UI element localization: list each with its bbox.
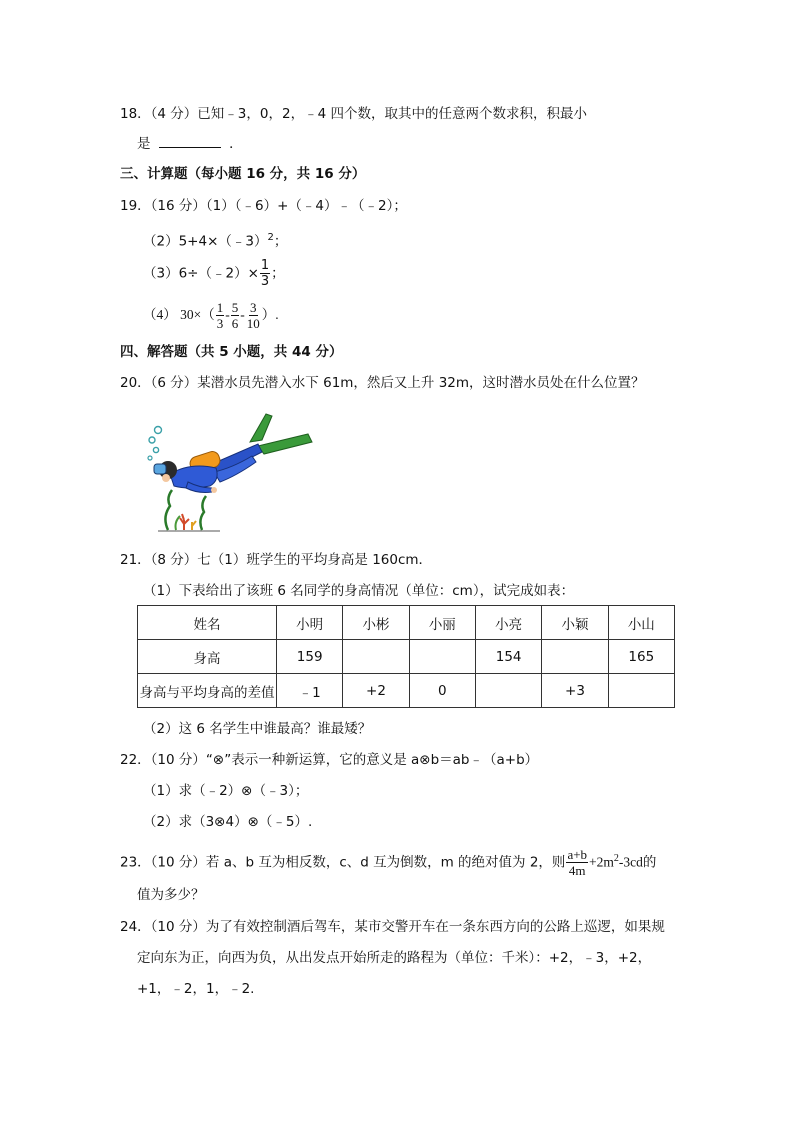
fraction-1 (216, 300, 225, 331)
fraction-numerator: 3 (250, 300, 257, 316)
q19-part4-end: ）. (261, 307, 279, 322)
q23-expr-b: -3cd的 (618, 854, 657, 870)
q18-line1: 18．（4 分）已知﹣3，0，2，﹣4 四个数，取其中的任意两个数求积，积最小 (120, 106, 587, 122)
fraction-denominator: 3 (216, 316, 224, 332)
q18-line2 (137, 133, 243, 154)
table-cell (409, 640, 475, 674)
q22-sub1: （1）求（﹣2）⊗（﹣3）； (143, 783, 309, 799)
table-header-cell: 小明 (277, 606, 343, 640)
q23-text: 23．（10 分）若 a、b 互为相反数，c、d 互为倒数，m 的绝对值为 2，则 (120, 854, 566, 871)
fraction-denominator: 4m (568, 863, 586, 878)
table-row (138, 674, 675, 708)
fraction-2 (231, 300, 240, 331)
section-title-solve: 四、解答题（共 5 小题，共 44 分） (120, 344, 343, 360)
table-header-cell: 小丽 (409, 606, 475, 640)
q19-part2-exponent: 2 (267, 232, 274, 243)
q20-text: 20．（6 分）某潜水员先潜入水下 61m，然后又上升 32m，这时潜水员处在什么位置？ (120, 375, 645, 391)
q23-exponent: 2 (613, 853, 619, 864)
q19-part2-end: ； (273, 233, 288, 250)
table-cell (542, 640, 608, 674)
table-cell: ﹣1 (277, 674, 343, 708)
q21-sub2: （2）这 6 名学生中谁最高？谁最矮？ (143, 721, 372, 737)
fraction-one-third (260, 258, 270, 289)
table-row (138, 640, 675, 674)
fraction-numerator: a+b (567, 847, 588, 862)
table-cell: 165 (608, 640, 674, 674)
q24-line1: 24．（10 分）为了有效控制酒后驾车，某市交警开车在一条东西方向的公路上巡逻，如果规 (120, 919, 665, 935)
table-cell: +2 (343, 674, 409, 708)
table-header-cell: 姓名 (138, 606, 277, 640)
fraction-denominator: 3 (260, 274, 270, 289)
table-cell: 0 (409, 674, 475, 708)
table-cell: 159 (277, 640, 343, 674)
q19-part3-text: （3）6÷（﹣2）× (143, 265, 259, 282)
q19-part2-text: （2）5+4×（﹣3） (143, 233, 268, 250)
table-header-cell: 小亮 (475, 606, 541, 640)
minus-sign: - (240, 307, 245, 322)
q19-part1: 19．（16 分）（1）（﹣6）+（﹣4）﹣（﹣2）； (120, 198, 407, 214)
fraction-numerator: 5 (231, 300, 239, 316)
height-table (137, 605, 675, 708)
q19-part3 (143, 258, 285, 289)
table-cell: 身高 (138, 640, 277, 674)
minus-sign: - (225, 307, 230, 322)
q18-prefix: 是 (137, 136, 151, 152)
table-cell (608, 674, 674, 708)
fraction-denominator: 10 (246, 316, 260, 332)
q22-sub2: （2）求（3⊗4）⊗（﹣5）. (143, 814, 313, 830)
q19-part4 (143, 298, 279, 332)
q23-line1 (120, 842, 656, 880)
fraction-numerator: 1 (216, 300, 224, 316)
table-header-cell: 小山 (608, 606, 674, 640)
q24-line2: 定向东为正，向西为负，从出发点开始所走的路程为（单位：千米）：+2，﹣3，+2， (137, 950, 652, 966)
table-cell (343, 640, 409, 674)
q19-part4-text: （4） 30×（ (143, 307, 215, 322)
table-header-cell: 小彬 (343, 606, 409, 640)
answer-blank (159, 133, 221, 148)
q21-sub1: （1）下表给出了该班 6 名同学的身高情况（单位：cm），试完成如表： (143, 583, 575, 599)
fraction-numerator: 1 (260, 258, 270, 273)
fraction-denominator: 6 (231, 316, 239, 332)
q19-part2 (143, 228, 287, 252)
section-title-calc: 三、计算题（每小题 16 分，共 16 分） (120, 166, 366, 182)
fraction-3 (246, 300, 261, 331)
q23-expr-a: +2m (589, 854, 614, 870)
table-cell: 身高与平均身高的差值 (138, 674, 277, 708)
q18-suffix: ． (229, 136, 243, 152)
table-cell: 154 (475, 640, 541, 674)
table-cell (475, 674, 541, 708)
table-header-cell: 小颖 (542, 606, 608, 640)
q23-line2: 值为多少？ (137, 887, 205, 903)
q22-line1: 22．（10 分）“⊗”表示一种新运算，它的意义是 a⊗b＝ab﹣（a+b） (120, 752, 539, 768)
scuba-diver-illustration (140, 402, 320, 534)
q21-intro: 21．（8 分）七（1）班学生的平均身高是 160cm． (120, 552, 433, 568)
table-cell: +3 (542, 674, 608, 708)
diver-icon (140, 402, 320, 534)
q19-part3-end: ； (271, 265, 285, 282)
fraction-ab-over-4m (566, 847, 588, 878)
table-header-row (138, 606, 675, 640)
q24-line3: +1，﹣2，1，﹣2. (137, 981, 255, 997)
